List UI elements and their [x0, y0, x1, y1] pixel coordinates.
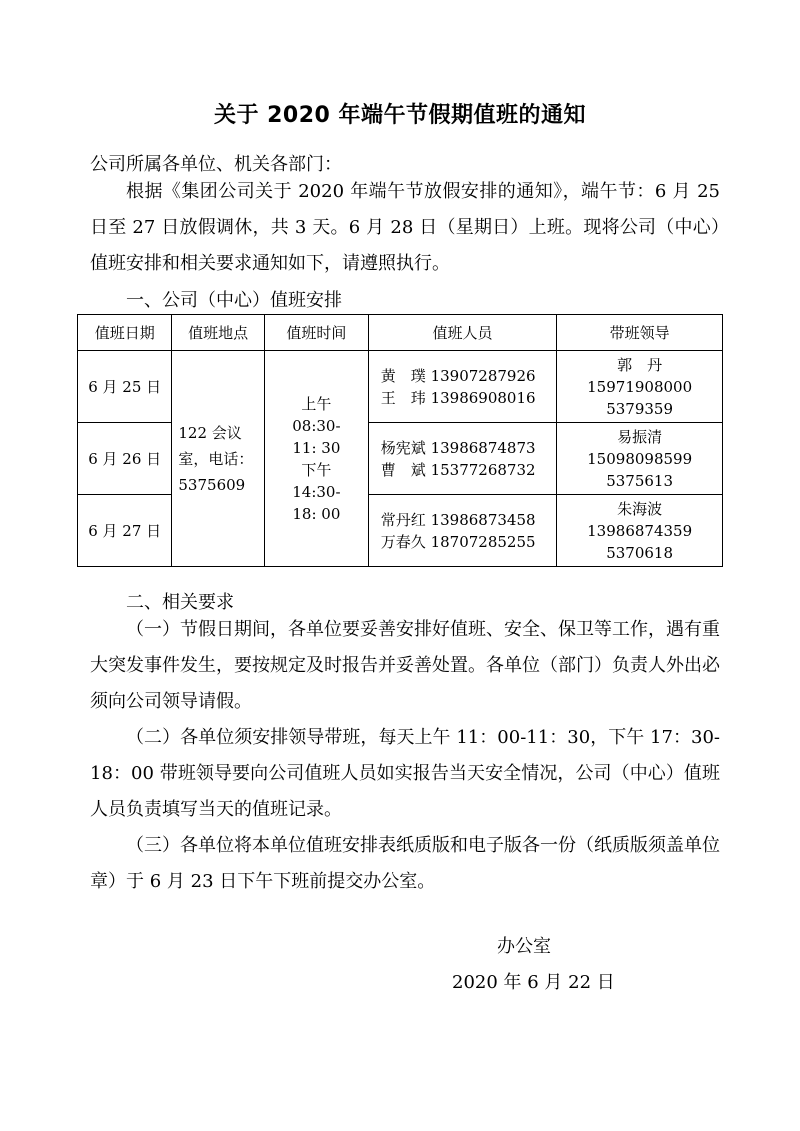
time-line: 11: 30: [292, 438, 341, 457]
intro-paragraph: 根据《集团公司关于 2020 年端午节放假安排的通知》，端午节：6 月 25 日至 27 日放假调休，共 3 天。6 月 28 日（星期日）上班。现将公司（中心）值班安排和相关要求通知如下，请遵照执行。: [90, 181, 720, 274]
duty-location: [172, 351, 265, 567]
leader-mobile: 15098098599: [587, 449, 693, 468]
requirement-2: （二）各单位须安排领导带班，每天上午 11：00-11：30，下午 17：30-18：00 带班领导要向公司值班人员如实报告当天安全情况，公司（中心）值班人员负责填写当天的值班记录。: [90, 727, 720, 820]
duty-time: [264, 351, 368, 567]
requirement-1: （一）节假日期间，各单位要妥善安排好值班、安全、保卫等工作，遇有重大突发事件发生，要按规定及时报告并妥善处置。各单位（部门）负责人外出必须向公司领导请假。: [90, 619, 720, 712]
signature-date: 2020 年 6 月 22 日: [452, 972, 615, 993]
leader-name: 易振清: [617, 427, 663, 446]
duty-schedule-table: [77, 314, 723, 567]
row-date: 6 月 25 日: [78, 351, 172, 423]
leader-phone: 5379359: [606, 399, 674, 418]
staff-entry: 王 玮 13986908016: [380, 388, 536, 407]
section2-heading: 二、相关要求: [126, 592, 234, 613]
location-line: 室，电话：: [178, 449, 254, 468]
signature-office: 办公室: [497, 936, 551, 957]
location-line: 5375609: [178, 475, 246, 494]
staff-entry: 常丹红 13986873458: [380, 510, 536, 529]
row-leader: [557, 495, 723, 567]
requirement-3: （三）各单位将本单位值班安排表纸质版和电子版各一份（纸质版须盖单位章）于 6 月 23 日下午下班前提交办公室。: [90, 835, 720, 892]
row-staff: [368, 423, 556, 495]
leader-mobile: 13986874359: [587, 521, 693, 540]
staff-entry: 曹 斌 15377268732: [380, 460, 536, 479]
location-line: 122 会议: [178, 423, 242, 442]
leader-phone: 5375613: [606, 471, 674, 490]
salutation: 公司所属各单位、机关各部门：: [90, 154, 342, 175]
header-time: 值班时间: [264, 315, 368, 351]
header-date: 值班日期: [78, 315, 172, 351]
row-leader: [557, 423, 723, 495]
header-location: 值班地点: [172, 315, 265, 351]
time-line: 18: 00: [292, 504, 341, 523]
leader-name: 郭 丹: [617, 355, 663, 374]
staff-entry: 杨宪斌 13986874873: [380, 438, 536, 457]
row-date: 6 月 27 日: [78, 495, 172, 567]
row-leader: [557, 351, 723, 423]
table-header-row: [78, 315, 723, 351]
row-date: 6 月 26 日: [78, 423, 172, 495]
time-line: 上午: [301, 394, 332, 413]
leader-mobile: 15971908000: [587, 377, 693, 396]
section1-heading: 一、公司（中心）值班安排: [126, 290, 342, 311]
document-title: 关于 2020 年端午节假期值班的通知: [213, 103, 587, 128]
leader-phone: 5370618: [606, 543, 674, 562]
staff-entry: 万春久 18707285255: [380, 532, 536, 551]
header-leader: 带班领导: [557, 315, 723, 351]
row-staff: [368, 495, 556, 567]
time-line: 08:30-: [292, 416, 341, 435]
time-line: 下午: [301, 460, 332, 479]
table-row: [78, 351, 723, 423]
leader-name: 朱海波: [617, 499, 663, 518]
time-line: 14:30-: [292, 482, 341, 501]
header-staff: 值班人员: [368, 315, 556, 351]
row-staff: [368, 351, 556, 423]
staff-entry: 黄 璞 13907287926: [380, 366, 536, 385]
